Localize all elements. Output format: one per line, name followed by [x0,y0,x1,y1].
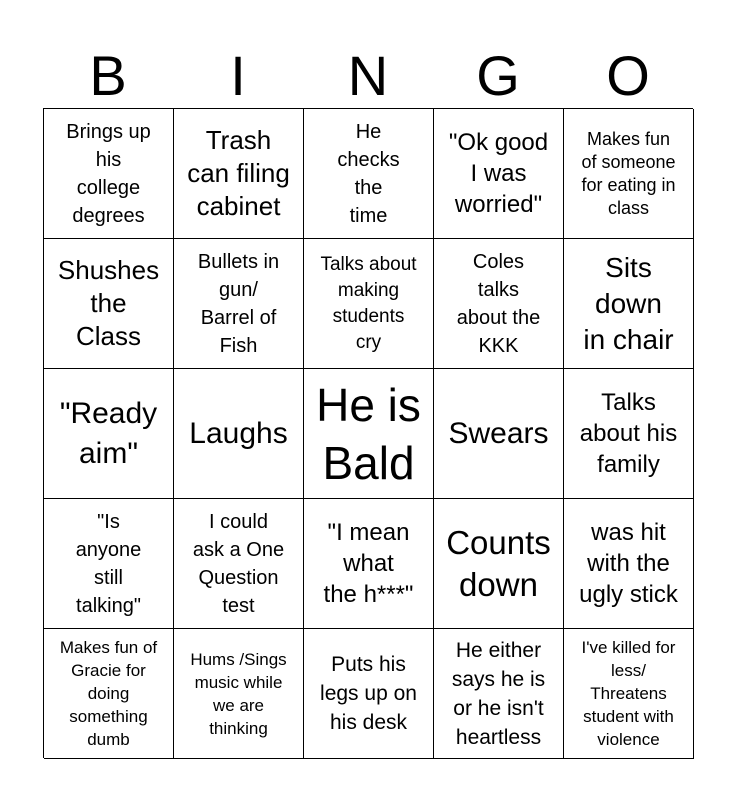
bingo-cell-r4-c5[interactable] [564,499,694,629]
cell-text: Sits down in chair [583,251,674,355]
bingo-cell-r3-c1[interactable] [44,369,174,499]
bingo-cell-r2-c1[interactable] [44,239,174,369]
header-letter-b: B [89,44,127,107]
cell-text: He either says he is or he isn't heartless [451,638,546,749]
bingo-cell-r2-c5[interactable] [564,239,694,369]
bingo-cell-r1-c2[interactable] [174,109,304,239]
cell-text: Bullets in gun/ Barrel of Fish [197,250,280,357]
header-letter-o: O [606,44,650,107]
bingo-cell-r3-c3-center[interactable] [304,369,434,499]
bingo-cell-r3-c4[interactable] [434,369,564,499]
cell-text: Makes fun of Gracie for doing something dumb [59,638,158,749]
cell-text: Counts down [446,523,551,603]
bingo-cell-r1-c5[interactable] [564,109,694,239]
header-letter-n: N [347,44,389,107]
bingo-cell-r5-c1[interactable] [44,629,174,759]
cell-text: Coles talks about the KKK [456,250,541,357]
bingo-header [43,44,693,108]
header-letter-g: G [476,44,520,107]
cell-text: I've killed for less/ Threatens student with violence [581,638,676,749]
cell-text: Talks about making students cry [320,253,417,353]
bingo-cell-r5-c2[interactable] [174,629,304,759]
bingo-cell-r2-c3[interactable] [304,239,434,369]
bingo-cell-r4-c4[interactable] [434,499,564,629]
cell-text: was hit with the ugly stick [579,519,678,608]
cell-text: "Ok good I was worried" [448,129,549,218]
bingo-cell-r5-c3[interactable] [304,629,434,759]
cell-text: Hums /Sings music while we are thinking [190,649,287,738]
bingo-cell-r3-c5[interactable] [564,369,694,499]
bingo-board [43,108,693,758]
cell-text: "Is anyone still talking" [75,510,142,617]
cell-text: He is Bald [316,378,421,489]
cell-text: Swears [448,416,549,450]
cell-text: Laughs [189,416,288,450]
bingo-cell-r2-c2[interactable] [174,239,304,369]
cell-text: Puts his legs up on his desk [320,653,417,734]
cell-text: Trash can filing cabinet [187,125,290,221]
cell-text: "I mean what the h***" [323,519,414,608]
bingo-cell-r4-c2[interactable] [174,499,304,629]
bingo-cell-r1-c4[interactable] [434,109,564,239]
bingo-cell-r4-c3[interactable] [304,499,434,629]
bingo-cell-r2-c4[interactable] [434,239,564,369]
cell-text: "Ready aim" [59,396,158,470]
cell-text: Talks about his family [579,389,678,478]
bingo-cell-r3-c2[interactable] [174,369,304,499]
bingo-cell-r5-c4[interactable] [434,629,564,759]
bingo-cell-r4-c1[interactable] [44,499,174,629]
bingo-cell-r5-c5[interactable] [564,629,694,759]
cell-text: Shushes the Class [57,255,160,351]
bingo-cell-r1-c1[interactable] [44,109,174,239]
cell-text: I could ask a One Question test [192,510,285,617]
cell-text: He checks the time [337,120,400,227]
header-letter-i: I [230,44,246,107]
cell-text: Brings up his college degrees [66,120,151,227]
cell-text: Makes fun of someone for eating in class [581,128,676,218]
bingo-cell-r1-c3[interactable] [304,109,434,239]
